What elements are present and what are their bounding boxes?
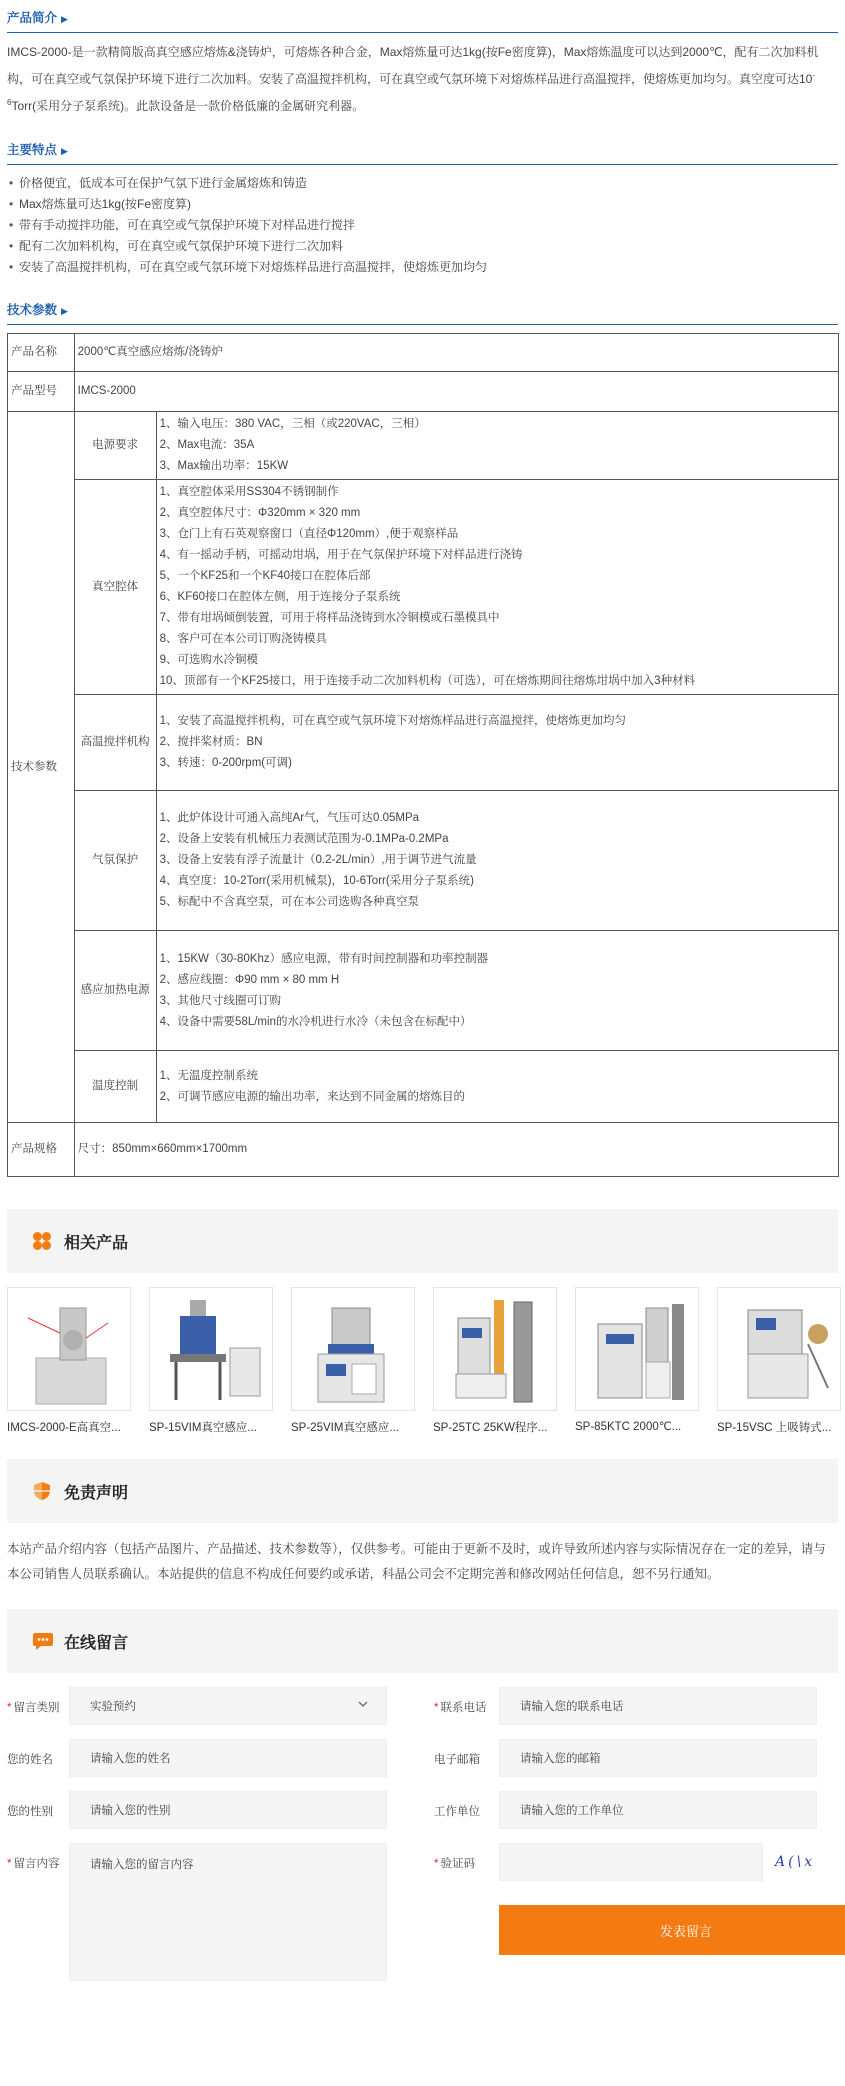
spec-line: 1、真空腔体采用SS304不锈钢制作 [159, 486, 339, 498]
table-row [8, 931, 839, 1051]
spec-line: 3、Max输出功率：15KW [159, 460, 289, 472]
table-row [8, 334, 839, 372]
spec-line: 4、设备中需要58L/min的水冷机进行水冷（未包含在标配中） [159, 1015, 472, 1028]
features-list [7, 173, 838, 278]
form-row-company: 工作单位 请输入您的工作单位 [419, 1791, 839, 1829]
form-right-bottom [419, 1843, 839, 1981]
spec-sub-label: 高温搅拌机构 [74, 695, 156, 791]
shield-icon [32, 1481, 52, 1501]
spec-lines [156, 1051, 838, 1123]
spec-line: 2、Max电流：35A [159, 439, 255, 451]
spec-line: 1、此炉体设计可通入高纯Ar气，气压可达0.05MPa [159, 812, 420, 824]
spec-line: 2、可调节感应电源的输出功率，来达到不同金属的熔炼目的 [159, 1090, 466, 1103]
product-image[interactable] [7, 1287, 131, 1411]
spec-sub-label: 电源要求 [74, 412, 156, 480]
table-row [8, 412, 839, 480]
intro-heading: 产品简介 ▶ [7, 6, 838, 33]
spec-line: 2、真空腔体尺寸：Φ320mm × 320 mm [159, 507, 361, 519]
table-row [8, 791, 839, 931]
spec-line: 1、15KW（30-80Khz）感应电源，带有时间控制器和功率控制器 [159, 952, 489, 965]
product-name[interactable]: SP-25VIM真空感应... [291, 1422, 399, 1434]
form-row-gender: 您的性别 请输入您的性别 [7, 1791, 419, 1829]
spec-line: 6、KF60接口在腔体左侧，用于连接分子泵系统 [159, 591, 401, 603]
list-item: • 带有手动搅拌功能，可在真空或气氛保护环境下对样品进行搅拌 [7, 215, 838, 236]
spec-label: 产品型号 [8, 372, 75, 412]
name-field[interactable]: 请输入您的姓名 [69, 1739, 387, 1777]
message-heading: 在线留言 [7, 1609, 838, 1673]
spec-sub-label: 感应加热电源 [74, 931, 156, 1051]
disclaimer-text: 本站产品介绍内容（包括产品图片、产品描述、技术参数等），仅供参考。可能由于更新不及时，或许导致所述内容与实际情况存在一定的差异，请与本公司销售人员联系确认。本站提供的信息不构成任何要约或承诺，科晶公司会不定期完善和修改网站任何信息，恕不另行通知。 [7, 1542, 826, 1581]
spec-line: 5、标配中不含真空泵，可在本公司选购各种真空泵 [159, 896, 420, 908]
spec-line: 7、带有坩埚倾倒装置，可用于将样品浇铸到水冷铜模或石墨模具中 [159, 612, 500, 624]
spec-line: 4、真空度：10-2Torr(采用机械泵)，10-6Torr(采用分子泵系统) [159, 875, 475, 887]
product-name[interactable]: SP-15VSC 上吸铸式... [717, 1422, 832, 1434]
form-row-content: * 留言内容 请输入您的留言内容 [7, 1843, 419, 1981]
spec-lines [156, 931, 838, 1051]
spec-lines [156, 480, 838, 695]
spec-line: 2、设备上安装有机械压力表测试范围为-0.1MPa-0.2MPa [159, 833, 449, 845]
product-image[interactable] [149, 1287, 273, 1411]
spec-value: IMCS-2000 [74, 372, 838, 412]
form-row-captcha: * 验证码 A(\x [419, 1843, 839, 1881]
message-content-textarea[interactable]: 请输入您的留言内容 [69, 1843, 387, 1981]
spec-sub-label: 温度控制 [74, 1051, 156, 1123]
list-item: • 安装了高温搅拌机构，可在真空或气氛环境下对熔炼样品进行高温搅拌，使熔炼更加均匀 [7, 257, 838, 278]
chevron-down-icon [358, 1699, 368, 1709]
form-row-name: 您的姓名 请输入您的姓名 [7, 1739, 419, 1777]
chat-bubble-icon [32, 1631, 52, 1651]
list-item: • 配有二次加料机构，可在真空或气氛保护环境下进行二次加料 [7, 236, 838, 257]
phone-field[interactable]: 请输入您的联系电话 [499, 1687, 817, 1725]
related-product-card[interactable] [149, 1287, 273, 1435]
related-product-card[interactable] [7, 1287, 131, 1435]
spec-label: 产品名称 [8, 334, 75, 372]
spec-line: 3、其他尺寸线圈可订购 [159, 994, 282, 1007]
spec-lines [156, 791, 838, 931]
form-row-phone: * 联系电话 请输入您的联系电话 [419, 1687, 839, 1725]
spec-label: 技术参数 [8, 412, 75, 1123]
list-item: • Max熔炼量可达1kg(按Fe密度算) [7, 194, 838, 215]
company-field[interactable]: 请输入您的工作单位 [499, 1791, 817, 1829]
product-name[interactable]: IMCS-2000-E高真空... [7, 1422, 121, 1434]
table-row [8, 480, 839, 695]
spec-value: 2000℃真空感应熔炼/浇铸炉 [74, 334, 838, 372]
related-product-card[interactable] [291, 1287, 415, 1435]
spec-line: 8、客户可在本公司订购浇铸模具 [159, 633, 328, 645]
spec-value: 尺寸：850mm×660mm×1700mm [74, 1123, 838, 1177]
grid-flower-icon [32, 1231, 52, 1251]
product-image[interactable] [291, 1287, 415, 1411]
spec-line: 4、有一摇动手柄，可摇动坩埚，用于在气氛保护环境下对样品进行浇铸 [159, 549, 523, 561]
product-image[interactable] [717, 1287, 841, 1411]
related-product-card[interactable] [433, 1287, 557, 1435]
table-row [8, 695, 839, 791]
gender-field[interactable]: 请输入您的性别 [69, 1791, 387, 1829]
spec-lines [156, 695, 838, 791]
spec-line: 10、顶部有一个KF25接口，用于连接手动二次加料机构（可选），可在熔炼期间往熔炼坩埚中加入3种材料 [159, 675, 696, 687]
form-row-type: * 留言类别 实验预约 [7, 1687, 419, 1725]
product-image[interactable] [433, 1287, 557, 1411]
product-name[interactable]: SP-15VIM真空感应... [149, 1422, 257, 1434]
table-row [8, 1051, 839, 1123]
product-name[interactable]: SP-85KTC 2000℃... [575, 1421, 682, 1433]
features-heading: 主要特点 ▶ [7, 138, 838, 165]
table-row [8, 1123, 839, 1177]
related-product-card[interactable] [575, 1287, 699, 1435]
spec-sub-label: 真空腔体 [74, 480, 156, 695]
spec-table [7, 333, 839, 1177]
spec-lines [156, 412, 838, 480]
spec-line: 1、无温度控制系统 [159, 1069, 259, 1082]
spec-line: 5、一个KF25和一个KF40接口在腔体后部 [159, 570, 371, 582]
spec-line: 3、设备上安装有浮子流量计（0.2-2L/min）,用于调节进气流量 [159, 854, 477, 866]
captcha-image[interactable]: A(\x [775, 1854, 816, 1870]
spec-sub-label: 气氛保护 [74, 791, 156, 931]
spec-line: 3、转速：0-200rpm(可调) [159, 757, 292, 769]
spec-line: 1、安装了高温搅拌机构，可在真空或气氛环境下对熔炼样品进行高温搅拌，使熔炼更加均匀 [159, 715, 627, 727]
specs-heading: 技术参数 ▶ [7, 298, 838, 325]
message-form [7, 1687, 838, 1981]
email-field[interactable]: 请输入您的邮箱 [499, 1739, 817, 1777]
intro-text: IMCS-2000-是一款精简版高真空感应熔炼&浇铸炉，可熔炼各种合金，Max熔炼量可达1kg(按Fe密度算)，Max熔炼温度可以达到2000℃，配有二次加料机构，可在真空或气氛保护环境下进行二次加料。安装了高温搅拌机构，可在真空或气氛环境下对熔炼样品进行高温搅拌，使熔炼更加均匀。真空度可达$10^{-6}Torr$(采用分子泵系统)。此款设备是一款价格低廉的金属研究利器。 [7, 45, 819, 113]
table-row [8, 372, 839, 412]
spec-line: 3、仓门上有石英观察窗口（直径Φ120mm）,便于观察样品 [159, 528, 459, 540]
related-products [7, 1287, 838, 1435]
list-item: • 价格便宜，低成本可在保护气氛下进行金属熔炼和铸造 [7, 173, 838, 194]
disclaimer-heading: 免责声明 [7, 1459, 838, 1523]
related-product-card[interactable] [717, 1287, 841, 1435]
spec-line: 2、感应线圈：Φ90 mm × 80 mm H [159, 973, 340, 986]
message-type-select[interactable]: 实验预约 [69, 1687, 387, 1725]
spec-line: 2、搅拌桨材质：BN [159, 736, 263, 748]
form-row-email: 电子邮箱 请输入您的邮箱 [419, 1739, 839, 1777]
product-name[interactable]: SP-25TC 25KW程序... [433, 1422, 548, 1434]
product-image[interactable] [575, 1287, 699, 1411]
spec-label: 产品规格 [8, 1123, 75, 1177]
submit-message-button[interactable]: 发表留言 [499, 1905, 845, 1955]
spec-line: 1、输入电压：380 VAC，三相（或220VAC，三相） [159, 418, 426, 430]
spec-line: 9、可选购水冷铜模 [159, 654, 259, 666]
related-heading: 相关产品 [7, 1209, 838, 1273]
captcha-field[interactable] [499, 1843, 763, 1881]
